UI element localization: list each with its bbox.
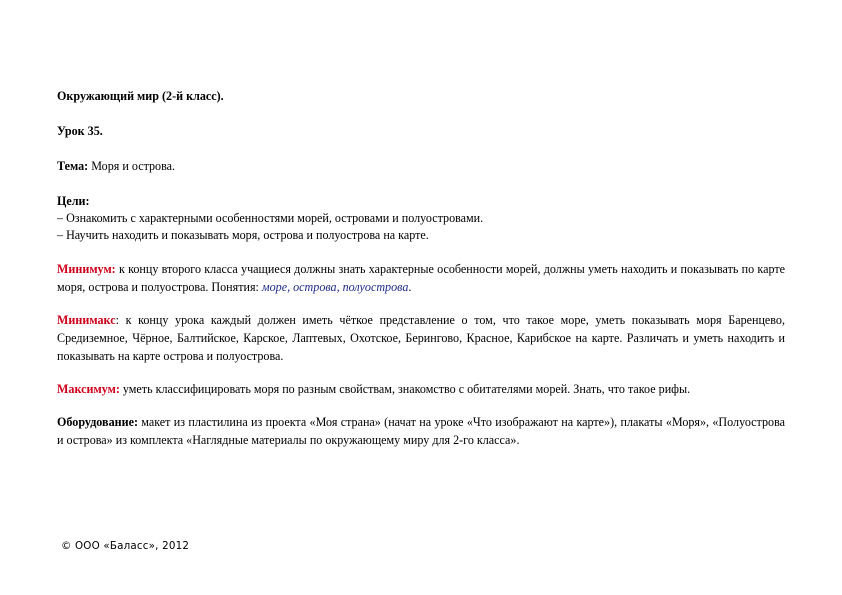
topic-text: Моря и острова. [88,159,176,173]
topic-label: Тема: [57,159,89,173]
goals-section [57,193,785,244]
minimax-paragraph [57,311,785,365]
document-title: Окружающий мир (2-й класс). [57,89,224,103]
maximum-text: уметь классифицировать моря по разным свойствам, знакомство с обитателями морей. Знать, что такое рифы. [119,382,691,396]
minimax-text: : к концу урока каждый должен иметь чёткое представление о том, что такое море, уметь показывать моря Баренцево, Средиземное, Чёрное, Балтийское, Карское, Лаптевых, Охотское, Берингово, Красное, Карибское на карте. Различать и уметь находить и показывать на карте острова и полуострова. [57,313,785,363]
maximum-paragraph [57,380,785,398]
minimax-label: Минимакс [57,313,116,327]
equipment-label: Оборудование: [57,415,138,429]
document-body [57,88,785,449]
minimum-paragraph [57,260,785,296]
minimum-label: Минимум: [57,262,116,276]
lesson-number: Урок 35. [57,124,103,138]
goal-item: – Научить находить и показывать моря, острова и полуострова на карте. [57,228,429,242]
topic-line [57,158,785,175]
minimum-terms: море, острова, полуострова [261,280,409,294]
goal-item: – Ознакомить с характерными особенностями морей, островами и полуостровами. [57,211,484,225]
equipment-text: макет из пластилина из проекта «Моя страна» (начат на уроке «Что изображают на карте»), плакаты «Моря», «Полуострова и острова» из комплекта «Наглядные материалы по окружающему миру для 2-го класса». [57,415,785,447]
maximum-label: Максимум: [57,382,120,396]
minimum-text: к концу второго класса учащиеся должны знать характерные особенности морей, должны уметь находить и показывать по карте моря, острова и полуострова. Понятия: [57,262,785,294]
minimum-end: . [408,280,412,294]
equipment-paragraph [57,413,785,449]
copyright-footer: © ООО «Баласс», 2012 [61,540,190,552]
goals-label: Цели: [57,194,90,208]
